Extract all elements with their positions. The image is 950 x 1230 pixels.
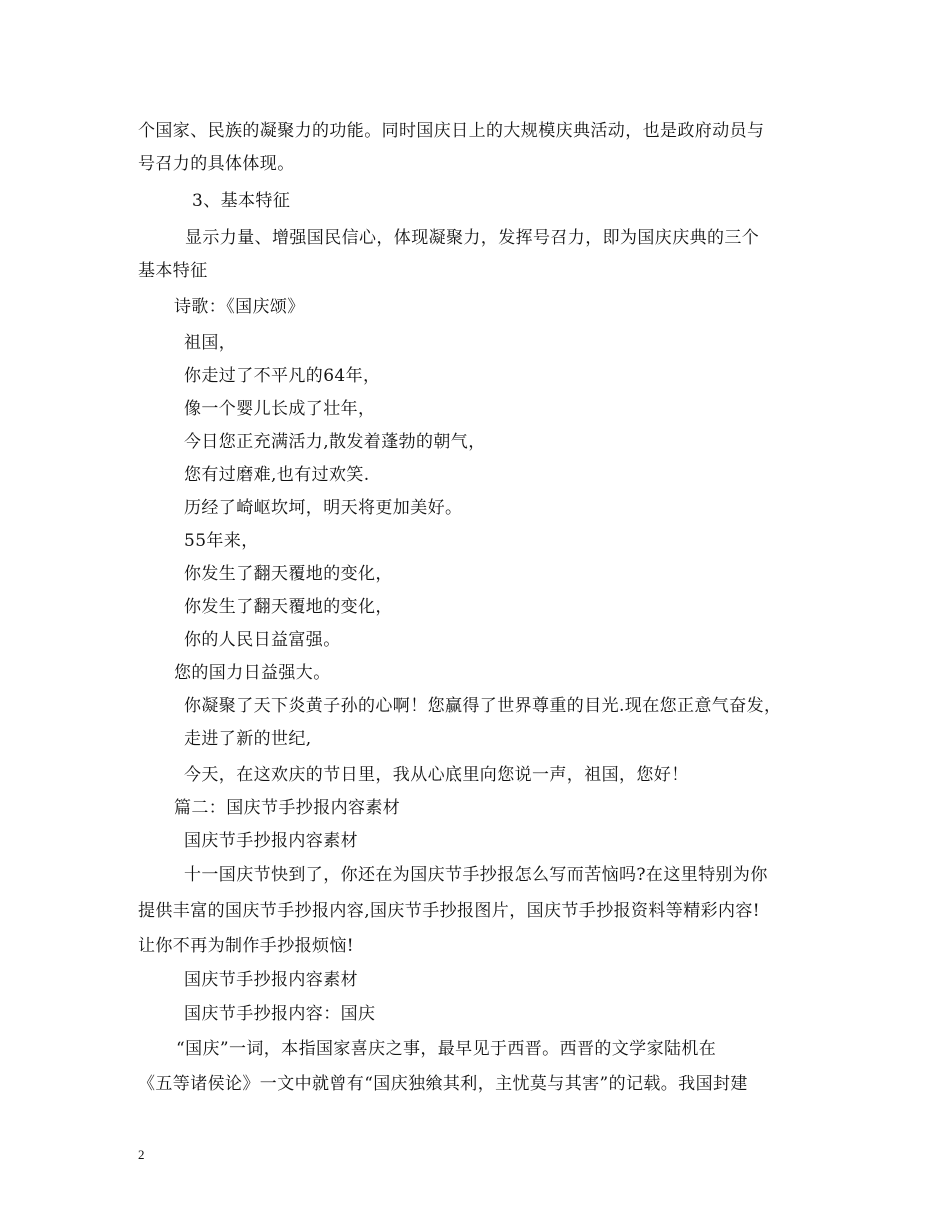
text-line: 基本特征: [138, 261, 208, 281]
text-line: 国庆节手抄报内容素材: [184, 970, 358, 990]
poem-line: 你的人民日益富强。: [184, 630, 341, 650]
text-line: 显示力量、增强国民信心，体现凝聚力，发挥号召力，即为国庆庆典的三个: [185, 228, 760, 248]
text-line: 《五等诸侯论》一文中就曾有“国庆独飨其利，主忧莫与其害”的记载。我国封建: [138, 1074, 748, 1094]
text-line: 十一国庆节快到了，你还在为国庆节手抄报怎么写而苦恼吗?在这里特别为你: [184, 865, 768, 885]
poem-line: 今天，在这欢庆的节日里，我从心底里向您说一声，祖国，您好！: [184, 765, 689, 785]
poem-line: 你发生了翻天覆地的变化，: [184, 564, 393, 584]
text-line: 国庆节手抄报内容素材: [184, 831, 358, 851]
text-line: 提供丰富的国庆节手抄报内容,国庆节手抄报图片，国庆节手抄报资料等精彩内容!: [138, 901, 761, 921]
text-line: 个国家、民族的凝聚力的功能。同时国庆日上的大规模庆典活动，也是政府动员与: [138, 121, 765, 141]
poem-line: 历经了崎岖坎坷，明天将更加美好。: [184, 498, 463, 518]
section-heading: 篇二：国庆节手抄报内容素材: [174, 798, 401, 818]
poem-line: 你走过了不平凡的64年，: [184, 366, 381, 386]
text-line: 国庆节手抄报内容：国庆: [184, 1004, 376, 1024]
poem-line: 你发生了翻天覆地的变化，: [184, 597, 393, 617]
text-line: 号召力的具体体现。: [138, 154, 295, 174]
poem-line: 您有过磨难,也有过欢笑.: [184, 465, 370, 485]
poem-line: 55年来，: [184, 531, 259, 551]
page-number: 2: [138, 1147, 145, 1162]
poem-line: 祖国，: [184, 333, 237, 353]
poem-line: 你凝聚了天下炎黄子孙的心啊！您赢得了世界尊重的目光.现在您正意气奋发，: [184, 696, 782, 716]
text-line: 让你不再为制作手抄报烦恼!: [138, 936, 355, 956]
poem-line: 走进了新的世纪,: [184, 729, 312, 749]
poem-title: 诗歌：《国庆颂》: [174, 297, 305, 317]
poem-line: 您的国力日益强大。: [174, 663, 331, 683]
text-line: “国庆”一词，本指国家喜庆之事，最早见于西晋。西晋的文学家陆机在: [176, 1039, 717, 1059]
section-heading: 3、基本特征: [192, 191, 291, 211]
poem-line: 今日您正充满活力,散发着蓬勃的朝气，: [184, 432, 486, 452]
poem-line: 像一个婴儿长成了壮年，: [184, 399, 376, 419]
